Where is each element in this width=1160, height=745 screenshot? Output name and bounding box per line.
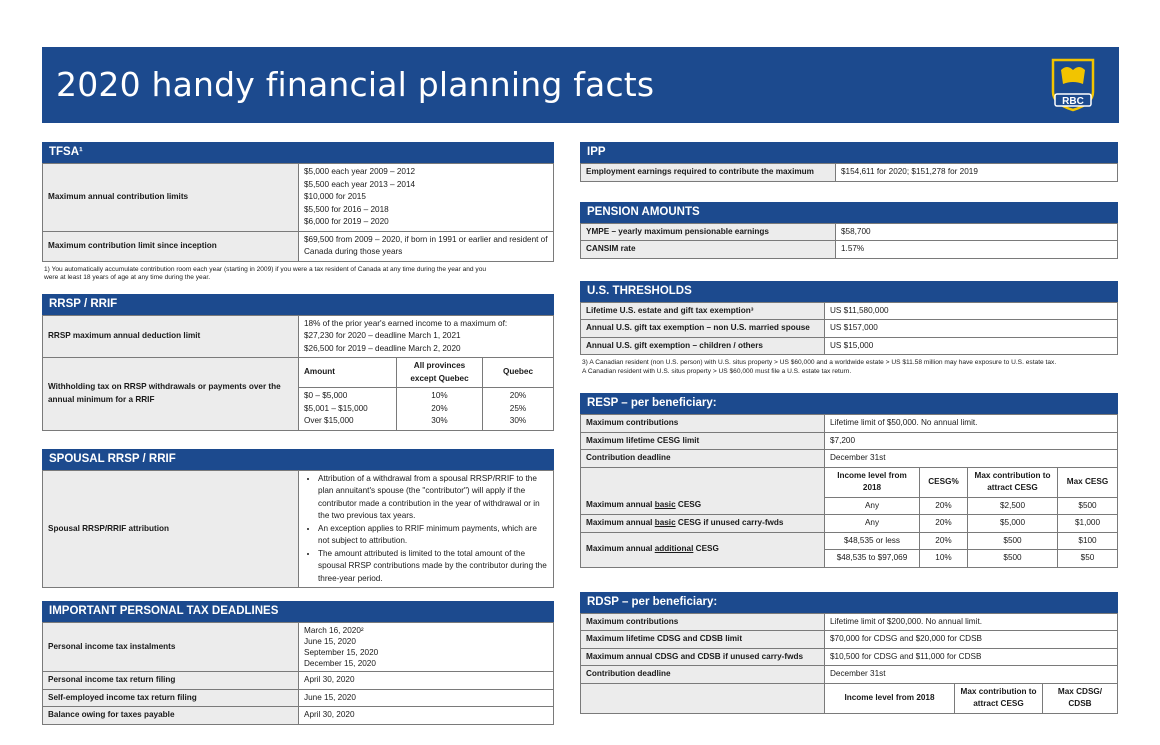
rrsp-deduction-value: 18% of the prior year's earned income to a maximum of: $27,230 for 2020 – deadline March 1, 2021 $26,500 for 2019 – deadline March 2, 2020: [299, 315, 554, 358]
table-row: [581, 415, 1118, 433]
resp-max-contrib-label: Maximum contributions: [581, 415, 825, 433]
pension-title: PENSION AMOUNTS: [580, 202, 1118, 223]
balance-owing-label: Balance owing for taxes payable: [43, 707, 299, 725]
table-row: [581, 467, 1118, 497]
us-thresholds-table: [580, 302, 1118, 356]
resp-header-max-cesg: Max CESG: [1058, 467, 1118, 497]
table-row: [581, 432, 1118, 450]
cell: $1,000: [1058, 515, 1118, 533]
rdsp-lifetime-value: $70,000 for CDSG and $20,000 for CDSB: [825, 631, 1118, 649]
right-column: [580, 142, 1118, 714]
us-spouse-gift-label: Annual U.S. gift tax exemption – non U.S. married spouse: [581, 320, 825, 338]
table-row: [581, 613, 1118, 631]
withholding-header-quebec: Quebec: [483, 358, 554, 388]
table-row: [43, 470, 554, 588]
cell: 10%: [920, 550, 968, 568]
instalments-label: Personal income tax instalments: [43, 623, 299, 672]
deadlines-section: [42, 601, 554, 725]
table-row: [43, 358, 554, 388]
left-column: [42, 142, 554, 725]
spousal-table: [42, 470, 554, 589]
rbc-logo: [1049, 58, 1097, 112]
cell: $48,535 to $97,069: [825, 550, 920, 568]
table-row: [581, 320, 1118, 338]
tfsa-annual-limits-label: Maximum annual contribution limits: [43, 164, 299, 232]
rdsp-deadline-value: December 31st: [825, 666, 1118, 684]
tfsa-title: TFSA¹: [42, 142, 554, 163]
us-footnote: 3) A Canadian resident (non U.S. person) with U.S. situs property > US $60,000 and a worldwide estate > US $11.58 million may have exposure to U.S. estate tax. A Canadian resident with U.S. situs property > US $60,000 must file a U.S. estate tax return.: [582, 359, 1057, 375]
ipp-title: IPP: [580, 142, 1118, 163]
cell: $2,500: [968, 497, 1058, 515]
spousal-title: SPOUSAL RRSP / RRIF: [42, 449, 554, 470]
table-row: [581, 337, 1118, 355]
tfsa-table: [42, 163, 554, 262]
spousal-attribution-label: Spousal RRSP/RRIF attribution: [43, 470, 299, 588]
table-row: [581, 515, 1118, 533]
withholding-provinces-rates: 10% 20% 30%: [397, 388, 483, 431]
balance-owing-value: April 30, 2020: [299, 707, 554, 725]
us-thresholds-section: [580, 281, 1118, 377]
resp-cesg-limit-label: Maximum lifetime CESG limit: [581, 432, 825, 450]
rdsp-table: [580, 613, 1118, 714]
us-spouse-gift-value: US $157,000: [825, 320, 1118, 338]
resp-carry-label: Maximum annual basic CESG if unused carry-fwds: [581, 515, 825, 533]
svg-text:RBC: RBC: [1062, 96, 1084, 107]
cell: $50: [1058, 550, 1118, 568]
ipp-table: [580, 163, 1118, 182]
table-row: [581, 532, 1118, 550]
us-estate-value: US $11,580,000: [825, 302, 1118, 320]
resp-header-cesg-pct: CESG%: [920, 467, 968, 497]
tfsa-inception-label: Maximum contribution limit since inception: [43, 231, 299, 261]
cell: $500: [968, 550, 1058, 568]
table-row: [581, 666, 1118, 684]
ympe-label: YMPE – yearly maximum pensionable earnings: [581, 223, 836, 241]
ipp-label: Employment earnings required to contribute the maximum: [581, 164, 836, 182]
rdsp-section: [580, 592, 1118, 714]
rdsp-max-contrib-value: Lifetime limit of $200,000. No annual limit.: [825, 613, 1118, 631]
resp-deadline-label: Contribution deadline: [581, 450, 825, 468]
ipp-value: $154,611 for 2020; $151,278 for 2019: [836, 164, 1118, 182]
spousal-bullets: [304, 473, 548, 586]
rdsp-blank-label: [581, 683, 825, 713]
rdsp-annual-label: Maximum annual CDSG and CDSB if unused carry-fwds: [581, 648, 825, 666]
cell: Any: [825, 515, 920, 533]
table-row: [43, 623, 554, 672]
cell: $500: [1058, 497, 1118, 515]
tfsa-inception-value: $69,500 from 2009 – 2020, if born in 1991 or earlier and resident of Canada during those years: [299, 231, 554, 261]
withholding-header-amount: Amount: [299, 358, 397, 388]
return-filing-value: April 30, 2020: [299, 672, 554, 690]
resp-deadline-value: December 31st: [825, 450, 1118, 468]
us-children-gift-value: US $15,000: [825, 337, 1118, 355]
resp-cesg-limit-value: $7,200: [825, 432, 1118, 450]
deadlines-table: [42, 622, 554, 725]
ympe-value: $58,700: [836, 223, 1118, 241]
resp-header-max-contrib: Max contribution to attract CESG: [968, 467, 1058, 497]
pension-section: [580, 202, 1118, 259]
pension-table: [580, 223, 1118, 259]
withholding-header-provinces: All provinces except Quebec: [397, 358, 483, 388]
us-estate-label: Lifetime U.S. estate and gift tax exemption³: [581, 302, 825, 320]
deadlines-title: IMPORTANT PERSONAL TAX DEADLINES: [42, 601, 554, 622]
resp-max-contrib-value: Lifetime limit of $50,000. No annual limit.: [825, 415, 1118, 433]
resp-table: [580, 414, 1118, 568]
cell: 20%: [920, 497, 968, 515]
cell: $5,000: [968, 515, 1058, 533]
cell: $500: [968, 532, 1058, 550]
rrsp-deduction-label: RRSP maximum annual deduction limit: [43, 315, 299, 358]
cell: 20%: [920, 532, 968, 550]
resp-section: [580, 393, 1118, 568]
table-row: [581, 648, 1118, 666]
withholding-quebec-rates: 20% 25% 30%: [483, 388, 554, 431]
list-item: • Attribution of a withdrawal from a spousal RRSP/RRIF to the plan annuitant's spouse (the "contributor") will apply if the contributor made a contribution in the year of withdrawal or in the two previous tax years.: [318, 473, 548, 523]
table-row: [43, 689, 554, 707]
resp-title: RESP – per beneficiary:: [580, 393, 1118, 414]
us-children-gift-label: Annual U.S. gift exemption – children / others: [581, 337, 825, 355]
cansim-label: CANSIM rate: [581, 241, 836, 259]
header-banner: [42, 47, 1119, 123]
table-row: [43, 707, 554, 725]
self-employed-value: June 15, 2020: [299, 689, 554, 707]
withholding-label: Withholding tax on RRSP withdrawals or payments over the annual minimum for a RRIF: [43, 358, 299, 431]
spousal-section: [42, 449, 554, 589]
resp-additional-label: Maximum annual additional CESG: [581, 532, 825, 567]
page-title: 2020 handy financial planning facts: [56, 65, 655, 104]
cell: $100: [1058, 532, 1118, 550]
return-filing-label: Personal income tax return filing: [43, 672, 299, 690]
list-item: • The amount attributed is limited to the total amount of the spousal RRSP contributions made by the contributor during the three-year period.: [318, 548, 548, 586]
rdsp-header-income: Income level from 2018: [825, 683, 955, 713]
table-row: [43, 164, 554, 232]
tfsa-footnote: 1) You automatically accumulate contribution room each year (starting in 2009) if you were a tax resident of Canada at any time during the year and you were at least 18 years of age at any time during the year.: [44, 265, 487, 281]
table-row: [43, 315, 554, 358]
table-row: [581, 241, 1118, 259]
us-thresholds-title: U.S. THRESHOLDS: [580, 281, 1118, 302]
spousal-attribution-value: [299, 470, 554, 588]
cell: 20%: [920, 515, 968, 533]
rrsp-title: RRSP / RRIF: [42, 294, 554, 315]
rdsp-header-max-cdsg: Max CDSG/ CDSB: [1043, 683, 1118, 713]
rdsp-header-max-contrib: Max contribution to attract CESG: [955, 683, 1043, 713]
rrsp-table: [42, 315, 554, 431]
resp-header-income: Income level from 2018: [825, 467, 920, 497]
table-row: [581, 164, 1118, 182]
list-item: • An exception applies to RRIF minimum payments, which are not subject to attribution.: [318, 523, 548, 548]
rdsp-lifetime-label: Maximum lifetime CDSG and CDSB limit: [581, 631, 825, 649]
instalments-value: March 16, 2020² June 15, 2020 September 15, 2020 December 15, 2020: [299, 623, 554, 672]
withholding-amounts: $0 – $5,000 $5,001 – $15,000 Over $15,000: [299, 388, 397, 431]
cell: $48,535 or less: [825, 532, 920, 550]
tfsa-annual-limits-value: $5,000 each year 2009 – 2012 $5,500 each year 2013 – 2014 $10,000 for 2015 $5,500 for 2016 – 2018 $6,000 for 2019 – 2020: [299, 164, 554, 232]
resp-basic-label: Maximum annual basic CESG: [581, 467, 825, 515]
rrsp-section: [42, 294, 554, 431]
table-row: [581, 450, 1118, 468]
ipp-section: [580, 142, 1118, 182]
rdsp-max-contrib-label: Maximum contributions: [581, 613, 825, 631]
tfsa-section: [42, 142, 554, 283]
rdsp-annual-value: $10,500 for CDSG and $11,000 for CDSB: [825, 648, 1118, 666]
table-row: [43, 672, 554, 690]
table-row: [43, 231, 554, 261]
rdsp-title: RDSP – per beneficiary:: [580, 592, 1118, 613]
cansim-value: 1.57%: [836, 241, 1118, 259]
table-row: [581, 223, 1118, 241]
cell: Any: [825, 497, 920, 515]
self-employed-label: Self-employed income tax return filing: [43, 689, 299, 707]
table-row: [581, 631, 1118, 649]
table-row: [581, 302, 1118, 320]
rdsp-deadline-label: Contribution deadline: [581, 666, 825, 684]
table-row: [581, 683, 1118, 713]
